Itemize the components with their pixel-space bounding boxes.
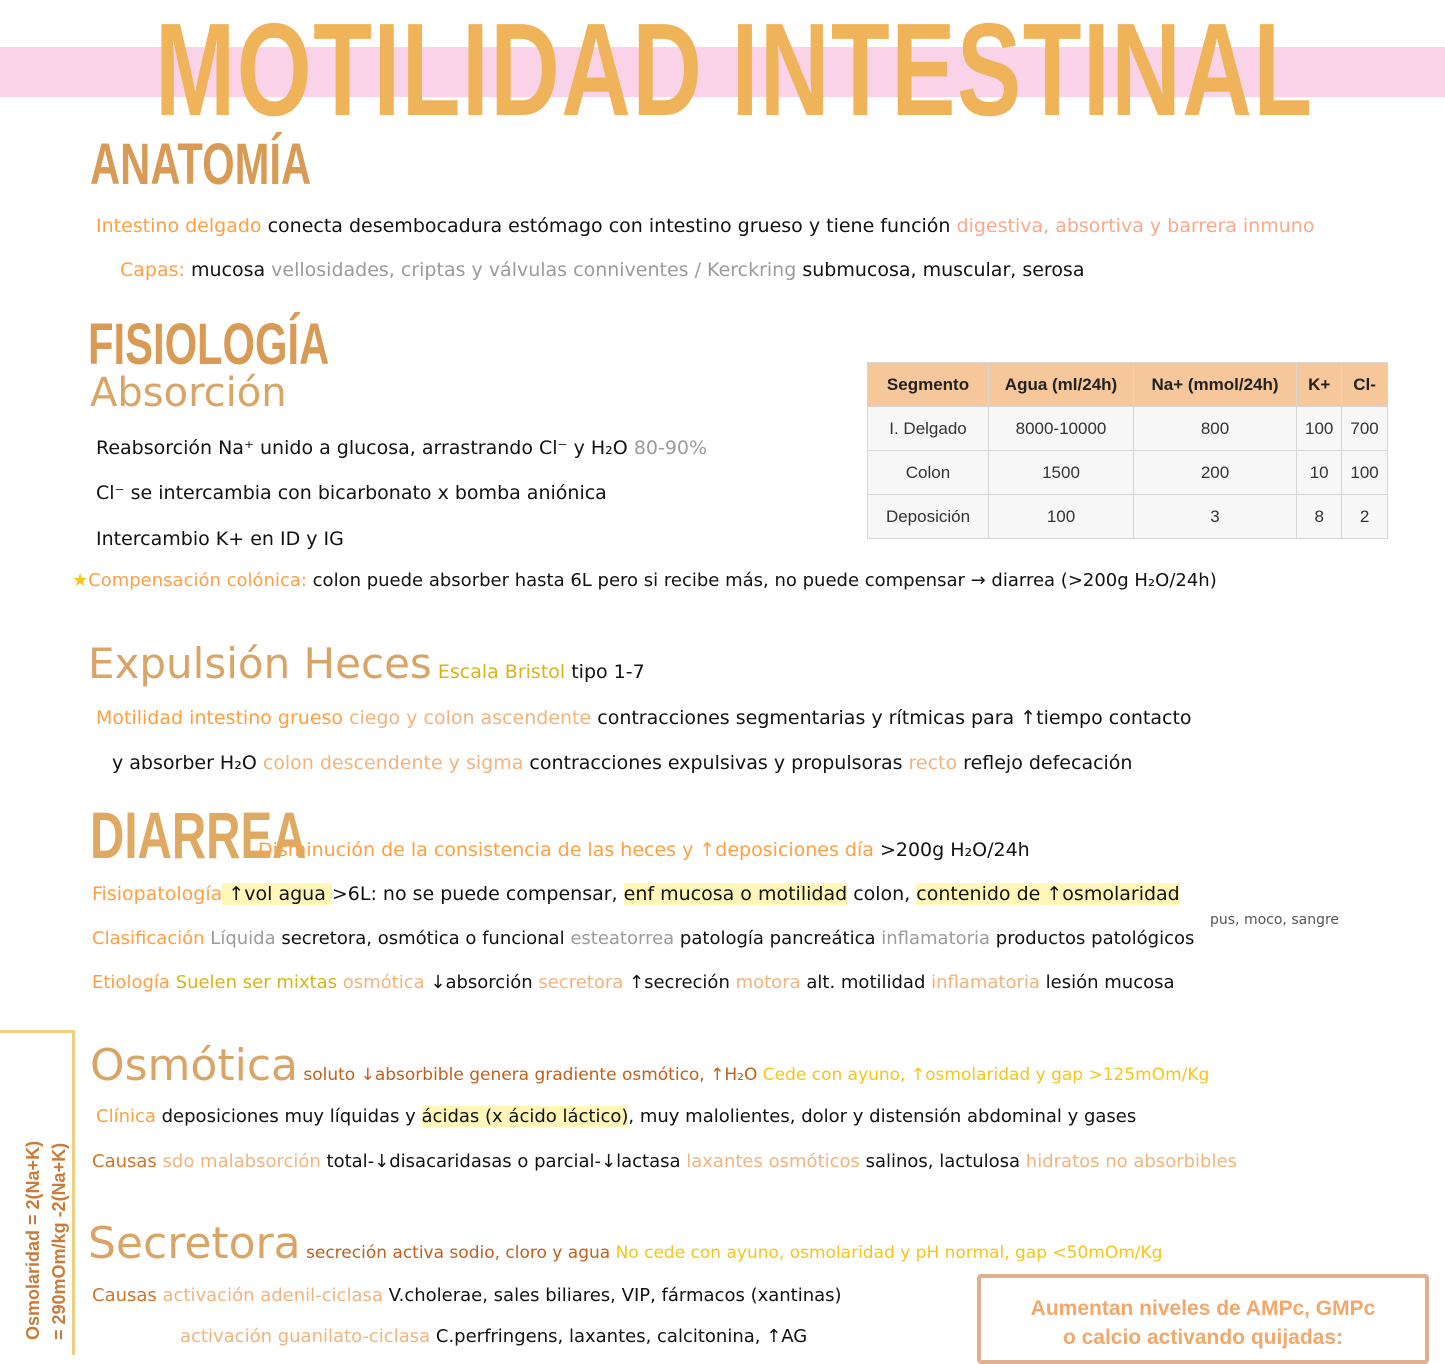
fisiologia-line-2: Cl⁻ se intercambia con bicarbonato x bomba aniónica xyxy=(96,482,607,504)
term-inflamatoria: inflamatoria xyxy=(931,972,1040,993)
text: conecta desembocadura estómago con intestino grueso y tiene función xyxy=(261,215,957,237)
star-icon: ★ xyxy=(72,570,89,591)
term-colon-descendente: colon descendente y sigma xyxy=(262,752,524,774)
table-row xyxy=(868,407,1388,451)
table-cell: 800 xyxy=(1134,407,1297,451)
text: tipo 1-7 xyxy=(565,661,645,683)
term-acidas: ácidas (x ácido láctico) xyxy=(421,1106,629,1127)
osmotica-heading-line xyxy=(90,1040,1209,1101)
table-header: Cl- xyxy=(1342,363,1387,407)
term-porcentaje: 80-90% xyxy=(633,437,708,459)
table-cell: Colon xyxy=(868,451,989,495)
anatomia-line-1 xyxy=(96,214,1314,238)
osmolaridad-note xyxy=(20,1141,72,1340)
electrolyte-table xyxy=(867,362,1388,539)
expulsion-heading-line xyxy=(88,636,645,700)
text: contenido de ↑osmolaridad xyxy=(916,883,1180,905)
subheading-osmotica: Osmótica xyxy=(90,1040,298,1091)
table-header: Agua (ml/24h) xyxy=(989,363,1134,407)
subheading-absorcion: Absorción xyxy=(90,370,287,416)
term-causas: Causas xyxy=(92,1285,157,1306)
text: ↑secreción xyxy=(623,972,736,993)
secretora-heading-line xyxy=(88,1218,1162,1279)
diarrea-etiologia xyxy=(92,971,1175,995)
term-escala-bristol: Escala Bristol xyxy=(437,661,566,683)
subheading-expulsion: Expulsión Heces xyxy=(88,639,432,688)
fisiologia-line-3: Intercambio K+ en ID y IG xyxy=(96,528,344,550)
term-fisiopatologia: Fisiopatología xyxy=(92,883,223,905)
table-cell: 100 xyxy=(1342,451,1387,495)
term-osmotica: osmótica xyxy=(342,972,425,993)
ampc-note-box xyxy=(977,1274,1429,1364)
text: No cede con ayuno, osmolaridad y pH normal, gap <50mOm/Kg xyxy=(615,1243,1163,1263)
osmotica-clinica xyxy=(96,1105,1136,1129)
clasificacion-note: pus, moco, sangre xyxy=(1210,912,1340,928)
term-intestino-delgado: Intestino delgado xyxy=(96,215,262,237)
text: secreción activa sodio, cloro y agua xyxy=(300,1243,616,1263)
secretora-causas-2 xyxy=(180,1325,807,1349)
term-clasificacion: Clasificación xyxy=(92,928,205,949)
term-inflamatoria: inflamatoria xyxy=(881,928,991,949)
term-causas: Causas xyxy=(92,1151,157,1172)
subheading-secretora: Secretora xyxy=(88,1218,301,1269)
term-ciego: ciego y colon ascendente xyxy=(343,707,592,729)
text: soluto ↓absorbible genera gradiente osmótico, ↑H₂O xyxy=(297,1065,763,1085)
osmolaridad-line-2: = 290mOm/kg -2(Na+K) xyxy=(49,1142,69,1340)
text: contracciones segmentarias y rítmicas para ↑tiempo contacto xyxy=(591,707,1192,729)
table-cell: I. Delgado xyxy=(868,407,989,451)
term-secretora: secretora xyxy=(538,972,624,993)
term-liquida: Líquida xyxy=(204,928,276,949)
term-laxantes: laxantes osmóticos xyxy=(686,1151,860,1172)
table-cell: 2 xyxy=(1342,495,1387,539)
fisiologia-line-1 xyxy=(96,436,707,460)
ampc-line-2: o calcio activando quijadas: xyxy=(1062,1326,1344,1349)
term-motora: motora xyxy=(735,972,801,993)
text: mucosa xyxy=(184,259,272,281)
osmotica-causas xyxy=(92,1150,1237,1174)
table-header: Segmento xyxy=(868,363,989,407)
term-mixtas: Suelen ser mixtas xyxy=(169,972,343,993)
text: C.perfringens, laxantes, calcitonina, ↑AG xyxy=(430,1326,808,1347)
term-motilidad: Motilidad intestino grueso xyxy=(96,707,344,729)
text: y absorber H₂O xyxy=(112,752,263,774)
text: productos patológicos xyxy=(990,928,1195,949)
diarrea-fisiopatologia xyxy=(92,882,1180,906)
table-header: Na+ (mmol/24h) xyxy=(1134,363,1297,407)
term-esteatorrea: esteatorrea xyxy=(570,928,675,949)
expulsion-line-2 xyxy=(112,751,1132,775)
table-cell: 8 xyxy=(1297,495,1342,539)
text: colon puede absorber hasta 6L pero si recibe más, no puede compensar → diarrea (>200g H₂O/24h) xyxy=(306,570,1217,591)
table-cell: 1500 xyxy=(989,451,1134,495)
text: , muy malolientes, dolor y distensión abdominal y gases xyxy=(628,1106,1137,1127)
text: patología pancreática xyxy=(674,928,882,949)
text: secretora, osmótica o funcional xyxy=(275,928,571,949)
text: >6L: no se puede compensar, xyxy=(331,883,624,905)
table-cell: 100 xyxy=(989,495,1134,539)
text: V.cholerae, sales biliares, VIP, fármacos (xantinas) xyxy=(382,1285,842,1306)
text: submucosa, muscular, serosa xyxy=(796,259,1085,281)
term-etiologia: Etiología xyxy=(92,972,170,993)
term-malabsorcion: sdo malabsorción xyxy=(156,1151,321,1172)
text: Cede con ayuno, ↑osmolaridad y gap >125mOm/Kg xyxy=(762,1065,1210,1085)
term-definicion: Disminución de la consistencia de las heces y ↑deposiciones día xyxy=(258,839,874,861)
osmolaridad-line-1: Osmolaridad = 2(Na+K) xyxy=(23,1140,43,1340)
table-row xyxy=(868,451,1388,495)
term-guanilato-ciclasa: activación guanilato-ciclasa xyxy=(180,1326,431,1347)
term-recto: recto xyxy=(908,752,958,774)
text: colon, xyxy=(847,883,917,905)
text: enf mucosa o motilidad xyxy=(623,883,848,905)
text: lesión mucosa xyxy=(1039,972,1175,993)
text: total-↓disacaridasas o parcial-↓lactasa xyxy=(320,1151,687,1172)
diarrea-definition xyxy=(258,838,1030,862)
secretora-causas xyxy=(92,1284,842,1308)
text: salinos, lactulosa xyxy=(859,1151,1026,1172)
term-clinica: Clínica xyxy=(96,1106,156,1127)
text: >200g H₂O/24h xyxy=(873,839,1030,861)
table-cell: 700 xyxy=(1342,407,1387,451)
table-header: K+ xyxy=(1297,363,1342,407)
table-cell: Deposición xyxy=(868,495,989,539)
section-heading-diarrea: DIARREA xyxy=(90,798,307,872)
term-compensacion: Compensación colónica: xyxy=(88,570,307,591)
section-heading-anatomia: ANATOMÍA xyxy=(90,132,312,197)
text: ↑vol agua xyxy=(222,883,332,905)
text: alt. motilidad xyxy=(800,972,932,993)
diarrea-clasificacion xyxy=(92,927,1194,951)
table-cell: 10 xyxy=(1297,451,1342,495)
term-vellosidades: vellosidades, criptas y válvulas conniventes / Kerckring xyxy=(271,259,797,281)
table-header-row xyxy=(868,363,1388,407)
text: contracciones expulsivas y propulsoras xyxy=(523,752,909,774)
term-funciones: digestiva, absortiva y barrera inmuno xyxy=(956,215,1315,237)
text: deposiciones muy líquidas y xyxy=(155,1106,422,1127)
term-hidratos: hidratos no absorbibles xyxy=(1025,1151,1237,1172)
page-title: MOTILIDAD INTESTINAL xyxy=(155,0,1314,143)
text: reflejo defecación xyxy=(957,752,1133,774)
table-row xyxy=(868,495,1388,539)
table-cell: 200 xyxy=(1134,451,1297,495)
ampc-line-1: Aumentan niveles de AMPc, GMPc xyxy=(1030,1297,1376,1320)
compensacion-colonica xyxy=(72,569,1217,593)
text: Reabsorción Na⁺ unido a glucosa, arrastrando Cl⁻ y H₂O xyxy=(96,437,634,459)
table-cell: 100 xyxy=(1297,407,1342,451)
table-cell: 3 xyxy=(1134,495,1297,539)
section-heading-fisiologia: FISIOLOGÍA xyxy=(88,312,330,377)
term-adenil-ciclasa: activación adenil-ciclasa xyxy=(156,1285,383,1306)
expulsion-line-1 xyxy=(96,706,1192,730)
term-capas: Capas: xyxy=(120,259,185,281)
anatomia-line-2 xyxy=(120,258,1084,282)
text: ↓absorción xyxy=(424,972,539,993)
table-cell: 8000-10000 xyxy=(989,407,1134,451)
